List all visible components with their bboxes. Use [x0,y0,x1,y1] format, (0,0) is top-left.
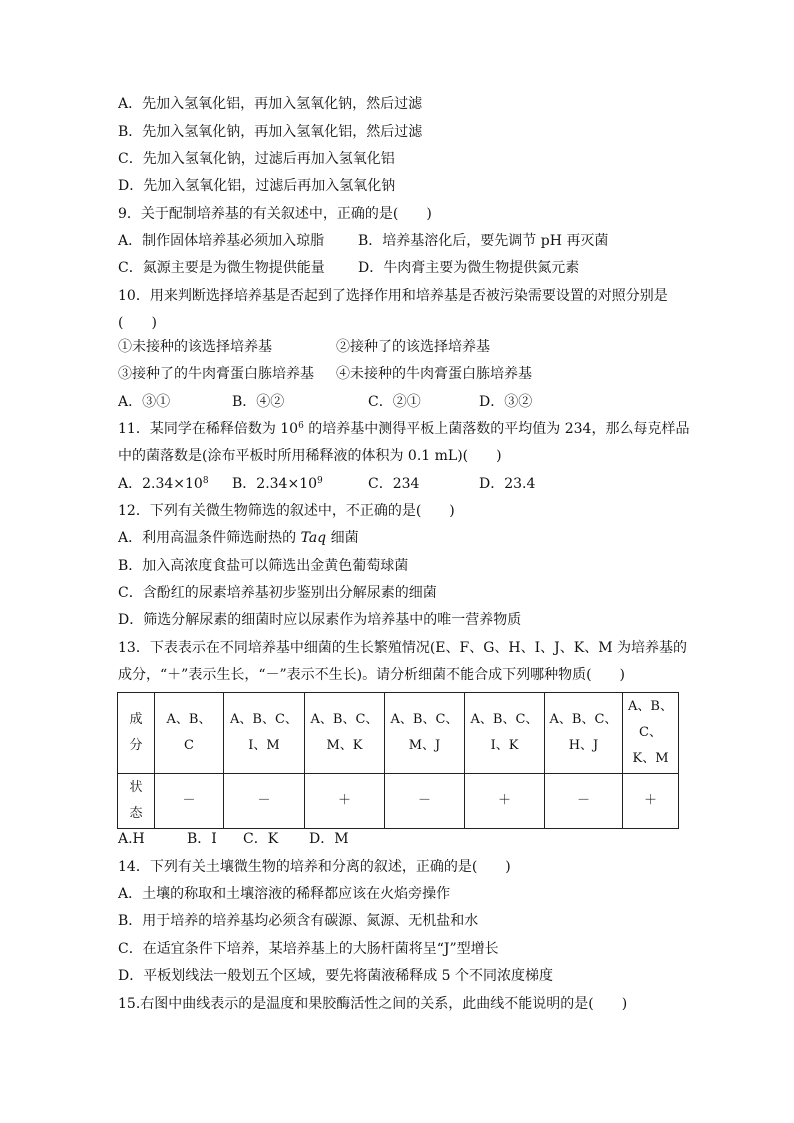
q11-option-c: C．234 [368,476,420,492]
q12-option-b: B．加入高浓度食盐可以筛选出金黄色葡萄球菌 [118,558,409,574]
q10-item-1: ①未接种的该选择培养基 [118,339,272,355]
q10-option-c: C．②① [368,394,421,410]
table-cell-state: ＋ [305,774,385,829]
table-cell-state: － [155,774,224,829]
cell-line: I、K [490,738,519,753]
q11-option-b [232,475,323,493]
q13-option-c: C．K [243,831,279,847]
q14-option-b: B．用于培养的培养基均必须含有碳源、氮源、无机盐和水 [118,913,479,929]
cell-line: I、M [248,738,280,753]
q8-option-a: A．先加入氢氧化铝，再加入氢氧化钠，然后过滤 [118,96,423,112]
q11-stem-pre: 11．某同学在稀释倍数为 10 [118,421,299,437]
q9-option-a: A．制作固体培养基必须加入琼脂 [118,233,325,249]
cell-line: C [184,738,194,753]
table-cell-component [385,693,465,774]
q11-option-b-base: B．2.34×10 [232,476,318,492]
q8-option-d: D．先加入氢氧化铝，过滤后再加入氢氧化钠 [118,178,396,194]
q9-option-d: D．牛肉膏主要为微生物提供氮元素 [358,260,580,276]
table-cell-component [623,693,679,774]
header-char: 态 [129,806,143,821]
cell-line: A、B、C、 [310,712,379,727]
table-cell-state: － [385,774,465,829]
q12-option-a [118,529,359,547]
table-cell-state: － [545,774,623,829]
q10-item-4: ④未接种的牛肉膏蛋白胨培养基 [336,366,532,382]
cell-line: A、B、 [628,699,673,714]
q11-stem-exponent: 6 [298,421,304,431]
q12-option-d: D．筛选分解尿素的细菌时应以尿素作为培养基中的唯一营养物质 [118,612,522,628]
table-row-header-components [118,693,155,774]
table-cell-component [155,693,224,774]
q13-option-a: A.H [118,831,145,847]
cell-line: A、B、 [166,712,212,727]
q14-option-d: D．平板划线法一般划五个区域，要先将菌液稀释成 5 个不同浓度梯度 [118,968,554,984]
table-cell-component [545,693,623,774]
q11-option-d: D．23.4 [479,476,536,492]
q10-option-a: A．③① [118,394,171,410]
q9-option-c: C．氮源主要是为微生物提供能量 [118,260,325,276]
q13-option-d: D．M [309,831,349,847]
q11-option-a-exponent: 8 [202,476,209,486]
cell-line: M、K [326,738,363,753]
cell-line: K、M [632,751,669,766]
q10-item-2: ②接种了的该选择培养基 [336,339,490,355]
cell-line: A、B、C、 [230,712,298,727]
q13-stem-cont: 成分，“＋”表示生长，“－”表示不生长)。请分析细菌不能合成下列哪种物质( ) [118,667,626,683]
q15-stem: 15.右图中曲线表示的是温度和果胶酶活性之间的关系，此曲线不能说明的是( ) [118,996,628,1012]
q10-item-3: ③接种了的牛肉膏蛋白胨培养基 [118,366,314,382]
q9-option-b: B．培养基溶化后，要先调节 pH 再灭菌 [358,233,609,249]
table-cell-state: ＋ [623,774,679,829]
cell-line: A、B、C、 [549,712,618,727]
header-char: 状 [129,780,143,795]
q12-option-a-pre: A．利用高温条件筛选耐热的 [118,530,301,546]
table-cell-component [465,693,545,774]
q10-option-b: B．④② [232,394,285,410]
header-char: 分 [129,738,143,753]
table-cell-state: ＋ [465,774,545,829]
table-row-header-states [118,774,155,829]
q11-option-b-exponent: 9 [317,476,323,486]
q14-option-c: C．在适宜条件下培养，某培养基上的大肠杆菌将呈“J”型增长 [118,941,499,957]
q8-option-b: B．先加入氢氧化钠，再加入氢氧化铝，然后过滤 [118,124,423,140]
q12-option-a-post: 细菌 [326,530,359,546]
q12-stem: 12．下列有关微生物筛选的叙述中，不正确的是( ) [118,503,455,519]
q13-option-b: B．I [187,831,217,847]
cell-line: H、J [568,738,599,753]
q14-option-a: A．土壤的称取和土壤溶液的稀释都应该在火焰旁操作 [118,886,451,902]
header-char: 成 [129,712,143,727]
table-cell-state: － [224,774,305,829]
q11-option-a [118,475,209,493]
table-cell-component [224,693,305,774]
q11-option-a-base: A．2.34×10 [118,476,203,492]
table-row-states [118,774,679,829]
cell-line: A、B、C、 [470,712,539,727]
table-cell-component [305,693,385,774]
q10-option-d: D．③② [479,394,533,410]
table-row-components [118,693,679,774]
q11-stem [118,420,689,438]
q14-stem: 14．下列有关土壤微生物的培养和分离的叙述，正确的是( ) [118,859,511,875]
q11-stem-post: 的培养基中测得平板上菌落数的平均值为 234，那么每克样品 [303,421,690,437]
q11-stem-cont: 中的菌落数是(涂布平板时所用稀释液的体积为 0.1 mL)( ) [118,448,502,464]
q12-option-c: C．含酚红的尿素培养基初步鉴别出分解尿素的细菌 [118,585,437,601]
q10-stem: 10．用来判断选择培养基是否起到了选择作用和培养基是否被污染需要设置的对照分别是 [118,288,668,304]
q13-stem: 13．下表表示在不同培养基中细菌的生长繁殖情况(E、F、G、H、I、J、K、M 为培养基的 [118,640,687,656]
q13-growth-table [117,692,679,829]
cell-line: M、J [408,738,441,753]
q9-stem: 9．关于配制培养基的有关叙述中，正确的是( ) [118,206,432,222]
q8-option-c: C．先加入氢氧化钠，过滤后再加入氢氧化铝 [118,151,395,167]
q12-option-a-italic: Taq [300,530,327,546]
cell-line: A、B、C、 [390,712,459,727]
q10-stem-cont: ( ) [118,315,157,331]
cell-line: C、 [639,725,662,740]
